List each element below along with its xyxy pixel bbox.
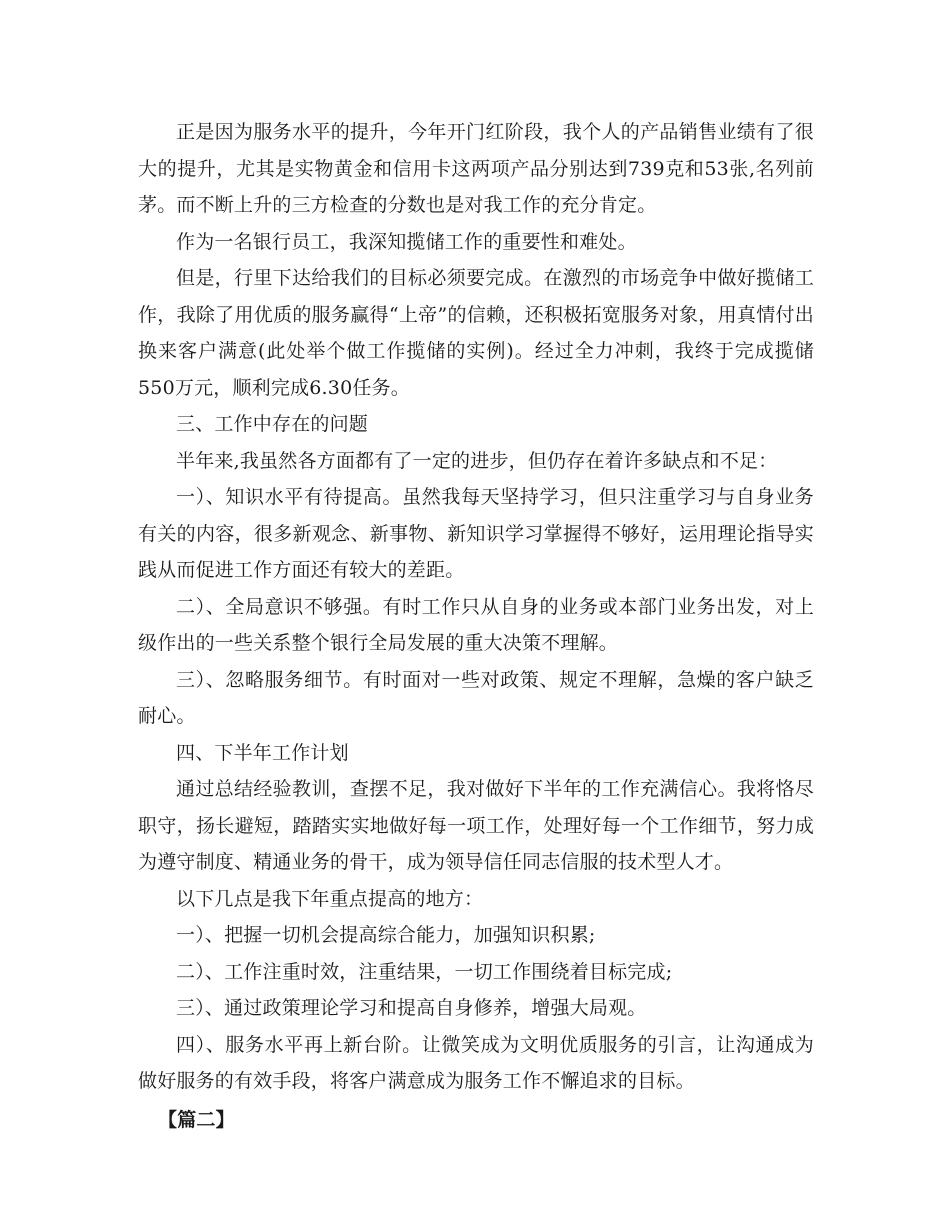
paragraph-shortcomings-intro: 半年来,我虽然各方面都有了一定的进步，但仍存在着许多缺点和不足： [176,449,778,472]
paragraph-plan-item-3: 三）、通过政策理论学习和提高自身修养，增强大局观。 [176,997,647,1019]
heading-existing-problems: 三、工作中存在的问题 [176,413,369,435]
paragraph-problem-knowledge: 一）、知识水平有待提高。虽然我每天坚持学习，但只注重学习与自身业务有关的内容，很多新观念、新事物、新知识学习掌握得不够好，运用理论指导实践从而促进工作方面还有较大的差距。 [138,486,814,581]
paragraph-service-improvement: 正是因为服务水平的提升，今年开门红阶段，我个人的产品销售业绩有了很大的提升，尤其是实物黄金和信用卡这两项产品分别达到739克和53张,名列前茅。而不断上升的三方检查的分数也是对我工作的充分肯定。 [138,121,814,216]
paragraph-plan-item-2: 二）、工作注重时效，注重结果，一切工作围绕着目标完成; [176,960,673,983]
paragraph-problem-service-details: 三）、忽略服务细节。有时面对一些对政策、规定不理解，急燥的客户缺乏耐心。 [138,668,814,727]
paragraph-plan-intro: 通过总结经验教训，查摆不足，我对做好下半年的工作充满信心。我将恪尽职守，扬长避短，踏踏实实地做好每一项工作，处理好每一个工作细节，努力成为遵守制度、精通业务的骨干，成为领导信任同志信服的技术型人才。 [138,778,814,873]
paragraph-plan-item-1: 一）、把握一切机会提高综合能力，加强知识积累; [176,924,596,946]
document-body [138,114,814,1138]
paragraph-plan-item-4: 四）、服务水平再上新台阶。让微笑成为文明优质服务的引言，让沟通成为做好服务的有效手段，将客户满意成为服务工作不懈追求的目标。 [138,1033,814,1092]
paragraph-deposit-importance: 作为一名银行员工，我深知揽储工作的重要性和难处。 [176,230,637,253]
section-marker: 【篇二】 [158,1108,235,1131]
paragraph-problem-overall-awareness: 二）、全局意识不够强。有时工作只从自身的业务或本部门业务出发，对上级作出的一些关系整个银行全局发展的重大决策不理解。 [138,595,814,654]
paragraph-deposit-target: 但是，行里下达给我们的目标必须要完成。在激烈的市场竞争中做好揽储工作，我除了用优质的服务赢得“上帝”的信赖，还积极拓宽服务对象，用真情付出换来客户满意(此处举个做工作揽储的实例)。经过全力冲刺，我终于完成揽储550万元，顺利完成6.30任务。 [138,267,814,399]
paragraph-improvement-points-intro: 以下几点是我下年重点提高的地方： [176,887,484,910]
heading-work-plan: 四、下半年工作计划 [176,741,349,764]
